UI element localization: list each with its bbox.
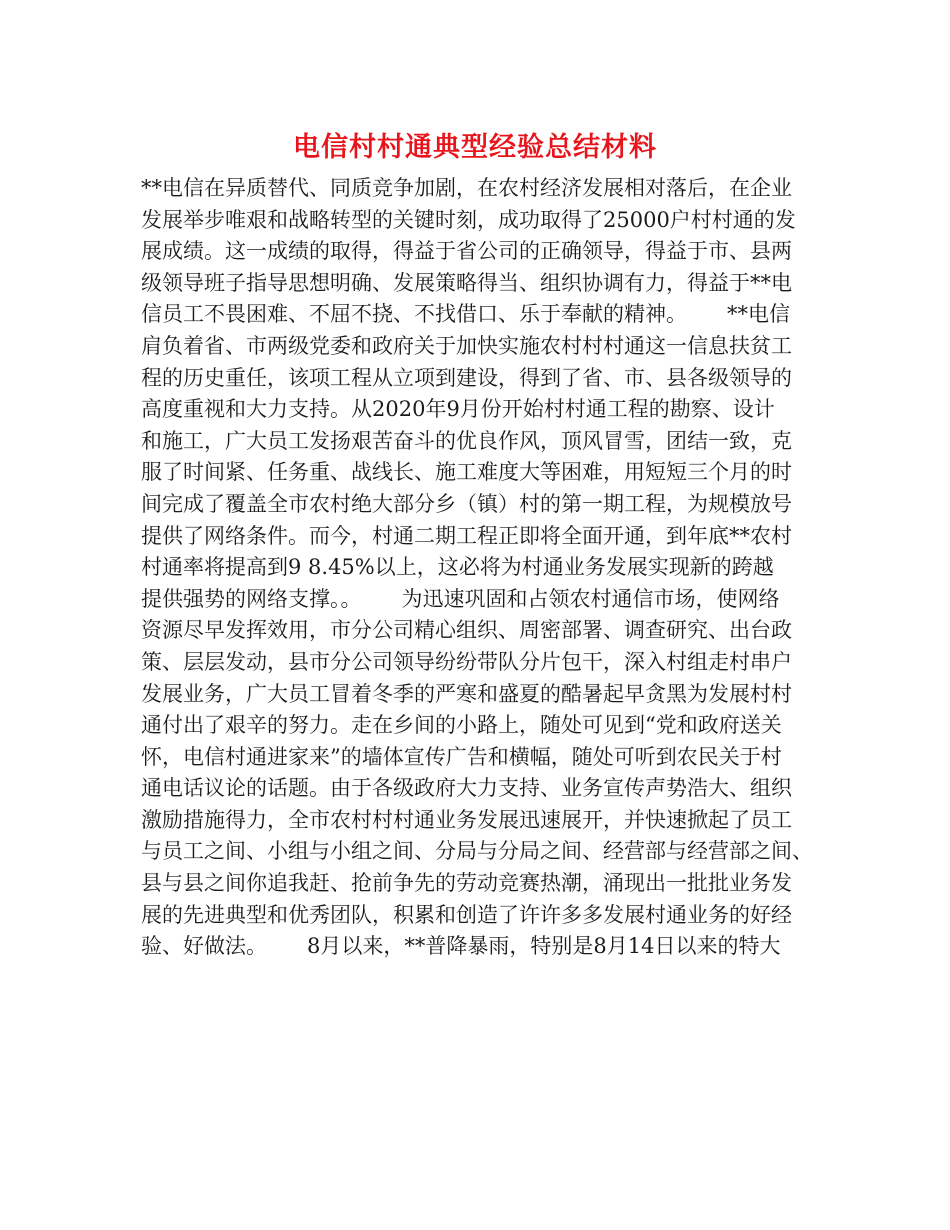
body-line: 程的历史重任，该项工程从立项到建设，得到了省、市、县各级领导的 bbox=[141, 365, 792, 390]
body-line: 策、层层发动，县市分公司领导纷纷带队分片包干，深入村组走村串户 bbox=[141, 649, 792, 674]
body-line: 怀，电信村通进家来”的墙体宣传广告和横幅，随处可听到农民关于村 bbox=[141, 744, 782, 769]
body-line: 和施工，广大员工发扬艰苦奋斗的优良作风，顶风冒雪，团结一致，克 bbox=[141, 428, 792, 453]
body-line: 发展举步唯艰和战略转型的关键时刻，成功取得了25000户村村通的发 bbox=[141, 207, 796, 232]
body-line: 展的先进典型和优秀团队，积累和创造了许许多多发展村通业务的好经 bbox=[141, 902, 792, 927]
body-line: 激励措施得力，全市农村村村通业务发展迅速展开，并快速掀起了员工 bbox=[141, 807, 792, 832]
body-line: 服了时间紧、任务重、战线长、施工难度大等困难，用短短三个月的时 bbox=[141, 460, 792, 485]
body-line: 村通率将提高到9 8.45%以上，这必将为村通业务发展实现新的跨越 bbox=[141, 555, 774, 580]
document-title: 电信村村通典型经验总结材料 bbox=[293, 132, 657, 163]
body-line: 验、好做法。 8月以来，**普降暴雨，特别是8月14日以来的特大 bbox=[141, 934, 781, 959]
body-line: 信员工不畏困难、不屈不挠、不找借口、乐于奉献的精神。 **电信 bbox=[141, 302, 791, 327]
body-line: 提供了网络条件。而今，村通二期工程正即将全面开通，到年底**农村 bbox=[141, 523, 792, 548]
document-body bbox=[141, 173, 831, 963]
body-line: 提供强势的网络支撑。。 为迅速巩固和占领农村通信市场，使网络 bbox=[141, 586, 780, 611]
body-line: **电信在异质替代、同质竞争加剧，在农村经济发展相对落后，在企业 bbox=[141, 176, 792, 200]
body-line: 通电话议论的话题。由于各级政府大力支持、业务宣传声势浩大、组织 bbox=[141, 776, 792, 801]
body-line: 级领导班子指导思想明确、发展策略得当、组织协调有力，得益于**电 bbox=[141, 270, 792, 295]
body-line: 通付出了艰辛的努力。走在乡间的小路上，随处可见到“党和政府送关 bbox=[141, 713, 782, 738]
body-line: 间完成了覆盖全市农村绝大部分乡（镇）村的第一期工程，为规模放号 bbox=[141, 491, 792, 516]
body-line: 县与县之间你追我赶、抢前争先的劳动竞赛热潮，涌现出一批批业务发 bbox=[141, 871, 792, 896]
body-line: 发展业务，广大员工冒着冬季的严寒和盛夏的酷暑起早贪黑为发展村村 bbox=[141, 681, 792, 706]
body-line: 与员工之间、小组与小组之间、分局与分局之间、经营部与经营部之间、 bbox=[141, 839, 813, 864]
body-line: 资源尽早发挥效用，市分公司精心组织、周密部署、调查研究、出台政 bbox=[141, 618, 792, 643]
body-line: 高度重视和大力支持。从2020年9月份开始村村通工程的勘察、设计 bbox=[141, 397, 775, 422]
body-line: 肩负着省、市两级党委和政府关于加快实施农村村村通这一信息扶贫工 bbox=[141, 333, 792, 358]
body-line: 展成绩。这一成绩的取得，得益于省公司的正确领导，得益于市、县两 bbox=[141, 239, 792, 264]
